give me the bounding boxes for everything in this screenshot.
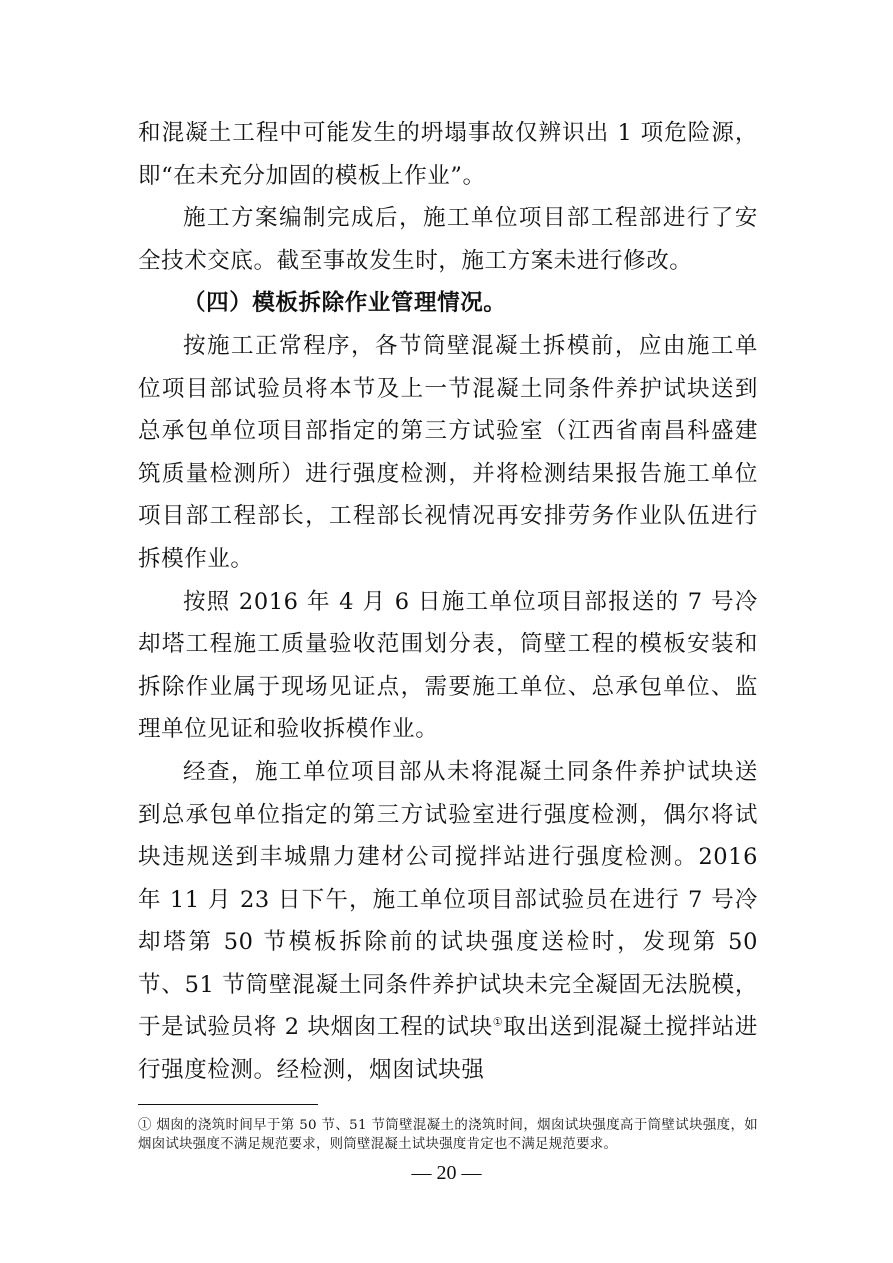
footnote-separator (138, 1104, 318, 1105)
paragraph-acceptance-division: 按照 2016 年 4 月 6 日施工单位项目部报送的 7 号冷却塔工程施工质量验收范围划分表，筒壁工程的模板安装和拆除作业属于现场见证点，需要施工单位、总承包单位、监理单位见证和验收拆模作业。 (138, 588, 758, 743)
footnote-reference-mark: ① (492, 1015, 504, 1029)
paragraph-construction-plan: 施工方案编制完成后，施工单位项目部工程部进行了安全技术交底。截至事故发生时，施工方案未进行修改。 (138, 205, 758, 274)
paragraph-investigation-text-end: 取出送到混凝土搅拌站进行强度检测。经检测，烟囱试块强 (138, 1014, 758, 1084)
paragraph-normal-procedure: 按施工正常程序，各节筒壁混凝土拆模前，应由施工单位项目部试验员将本节及上一节混凝土同条件养护试块送到总承包单位项目部指定的第三方试验室（江西省南昌科盛建筑质量检测所）进行强度检测，并将检测结果报告施工单位项目部工程部长，工程部长视情况再安排劳务作业队伍进行拆模作业。 (138, 332, 758, 572)
paragraph-continuation: 和混凝土工程中可能发生的坍塌事故仅辨识出 1 项危险源，即“在未充分加固的模板上作业”。 (138, 120, 758, 189)
section-heading: （四）模板拆除作业管理情况。 (183, 290, 507, 317)
page-number: — 20 — (411, 1162, 482, 1184)
body-text (138, 112, 758, 1092)
footnote (138, 1116, 758, 1154)
footnote-text: ① 烟囱的浇筑时间早于第 50 节、51 节筒壁混凝土的浇筑时间，烟囱试块强度高于筒壁试块强度，如烟囱试块强度不满足规范要求，则筒壁混凝土试块强度肯定也不满足规范要求。 (138, 1118, 758, 1152)
paragraph-investigation-text: 经查，施工单位项目部从未将混凝土同条件养护试块送到总承包单位指定的第三方试验室进行强度检测，偶尔将试块违规送到丰城鼎力建材公司搅拌站进行强度检测。2016 年 11 月 23 日下午，施工单位项目部试验员在进行 7 号冷却塔第 50 节模板拆除前的试块强度送检时，发现第 50 节、51 节筒壁混凝土同条件养护试块未完全凝固无法脱模，于是试验员将 2 块烟囱工程的试块 (138, 758, 758, 1041)
paragraph-investigation (138, 751, 758, 1092)
